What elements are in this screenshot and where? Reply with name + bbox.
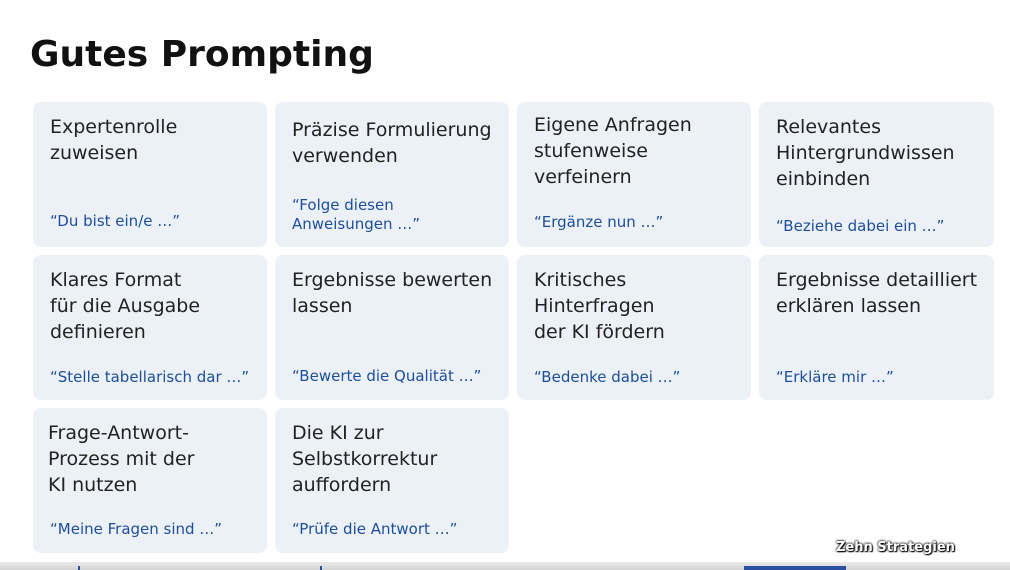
slide-caption: Zehn Strategien: [836, 540, 955, 555]
card-example-quote: “Bedenke dabei …”: [534, 368, 681, 386]
card-title: Relevantes Hintergrundwissen einbinden: [776, 116, 955, 190]
card-title: Ergebnisse bewerten lassen: [292, 269, 493, 317]
chapter-marker: [320, 566, 322, 570]
strategy-card: [33, 102, 267, 247]
strategy-card: [517, 255, 751, 400]
card-example-quote: “Du bist ein/e …”: [50, 212, 181, 230]
strategy-card: [33, 255, 267, 400]
strategy-card: [759, 255, 994, 400]
chapter-marker: [78, 566, 80, 570]
card-title: Präzise Formulierung verwenden: [292, 119, 492, 167]
strategy-card: [275, 102, 509, 247]
video-progress-track[interactable]: [0, 562, 1010, 570]
strategy-card: [759, 102, 994, 247]
card-title: Ergebnisse detailliert erklären lassen: [776, 269, 978, 317]
card-title: Kritisches Hinterfragen der KI fördern: [534, 269, 665, 343]
card-example-quote: “Folge diesen Anweisungen …”: [292, 196, 421, 233]
strategy-card: [275, 408, 509, 553]
card-example-quote: “Erkläre mir …”: [776, 368, 894, 386]
card-example-quote: “Beziehe dabei ein …”: [776, 217, 945, 235]
card-example-quote: “Meine Fragen sind …”: [50, 520, 223, 538]
card-title: Klares Format für die Ausgabe definieren: [50, 269, 201, 343]
card-example-quote: “Bewerte die Qualität …”: [292, 367, 482, 385]
card-title: Frage-Antwort- Prozess mit der KI nutzen: [48, 422, 195, 496]
card-title: Expertenrolle zuweisen: [50, 116, 178, 164]
strategy-card: [275, 255, 509, 400]
card-example-quote: “Ergänze nun …”: [534, 213, 664, 231]
card-title: Eigene Anfragen stufenweise verfeinern: [534, 114, 692, 188]
page-title: Gutes Prompting: [30, 34, 374, 75]
strategy-card: [33, 408, 267, 553]
chapter-marker-active: [744, 566, 846, 570]
strategy-card: [517, 102, 751, 247]
card-example-quote: “Stelle tabellarisch dar …”: [50, 368, 250, 386]
card-title: Die KI zur Selbstkorrektur auffordern: [292, 422, 438, 496]
card-example-quote: “Prüfe die Antwort …”: [292, 520, 458, 538]
